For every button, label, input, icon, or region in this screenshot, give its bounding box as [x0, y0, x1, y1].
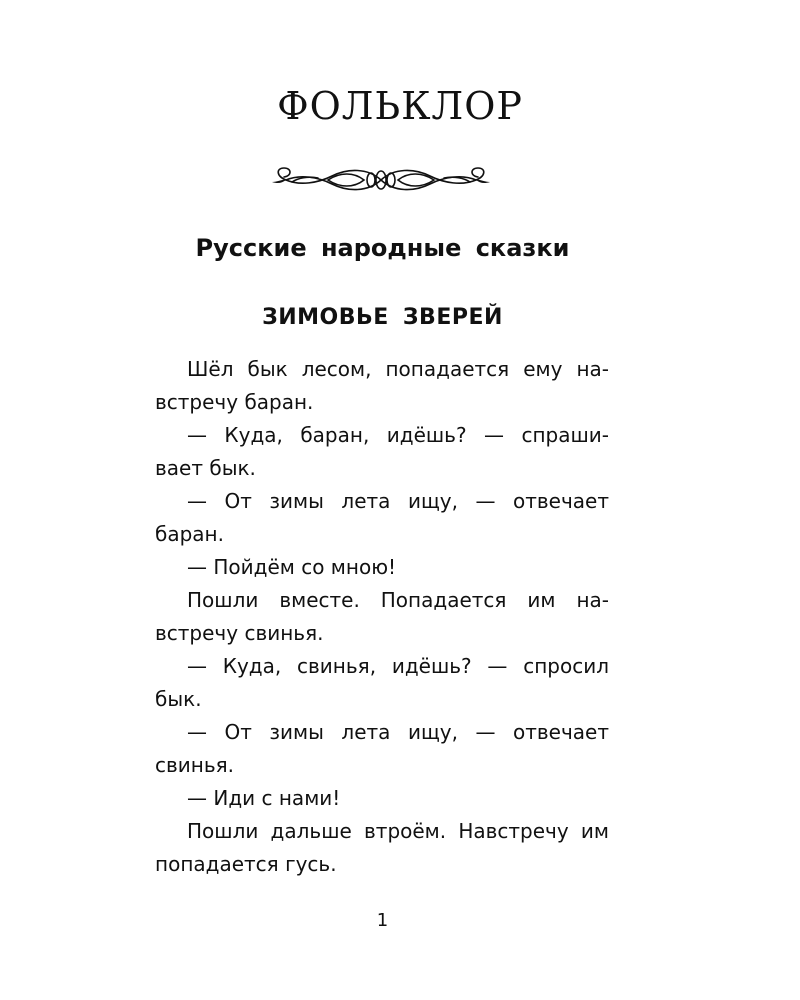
story-line: Пошли дальше втроём. Навстречу им [187, 819, 609, 843]
story-line: — От зимы лета ищу, — отвечает [187, 720, 609, 744]
section-title: ФОЛЬКЛОР [277, 84, 523, 128]
story-line: баран. [155, 522, 224, 546]
story-line: — Иди с нами! [187, 786, 341, 810]
story-line: встречу свинья. [155, 621, 324, 645]
story-line: — От зимы лета ищу, — отвечает [187, 489, 609, 513]
story-line: — Куда, свинья, идёшь? — спросил [187, 654, 609, 678]
page-number: 1 [376, 910, 389, 931]
story-line: встречу баран. [155, 390, 314, 414]
story-text [155, 353, 609, 881]
story-line: бык. [155, 687, 202, 711]
story-line: — Пойдём со мною! [187, 555, 397, 579]
flourish-divider-icon [268, 160, 494, 200]
collection-title: Русские народные сказки [195, 234, 570, 262]
story-line: — Куда, баран, идёшь? — спраши- [187, 423, 609, 447]
story-line: Шёл бык лесом, попадается ему на- [187, 357, 609, 381]
story-line: вает бык. [155, 456, 256, 480]
story-line: попадается гусь. [155, 852, 337, 876]
story-title: ЗИМОВЬЕ ЗВЕРЕЙ [262, 305, 503, 330]
story-line: Пошли вместе. Попадается им на- [187, 588, 609, 612]
story-line: свинья. [155, 753, 235, 777]
